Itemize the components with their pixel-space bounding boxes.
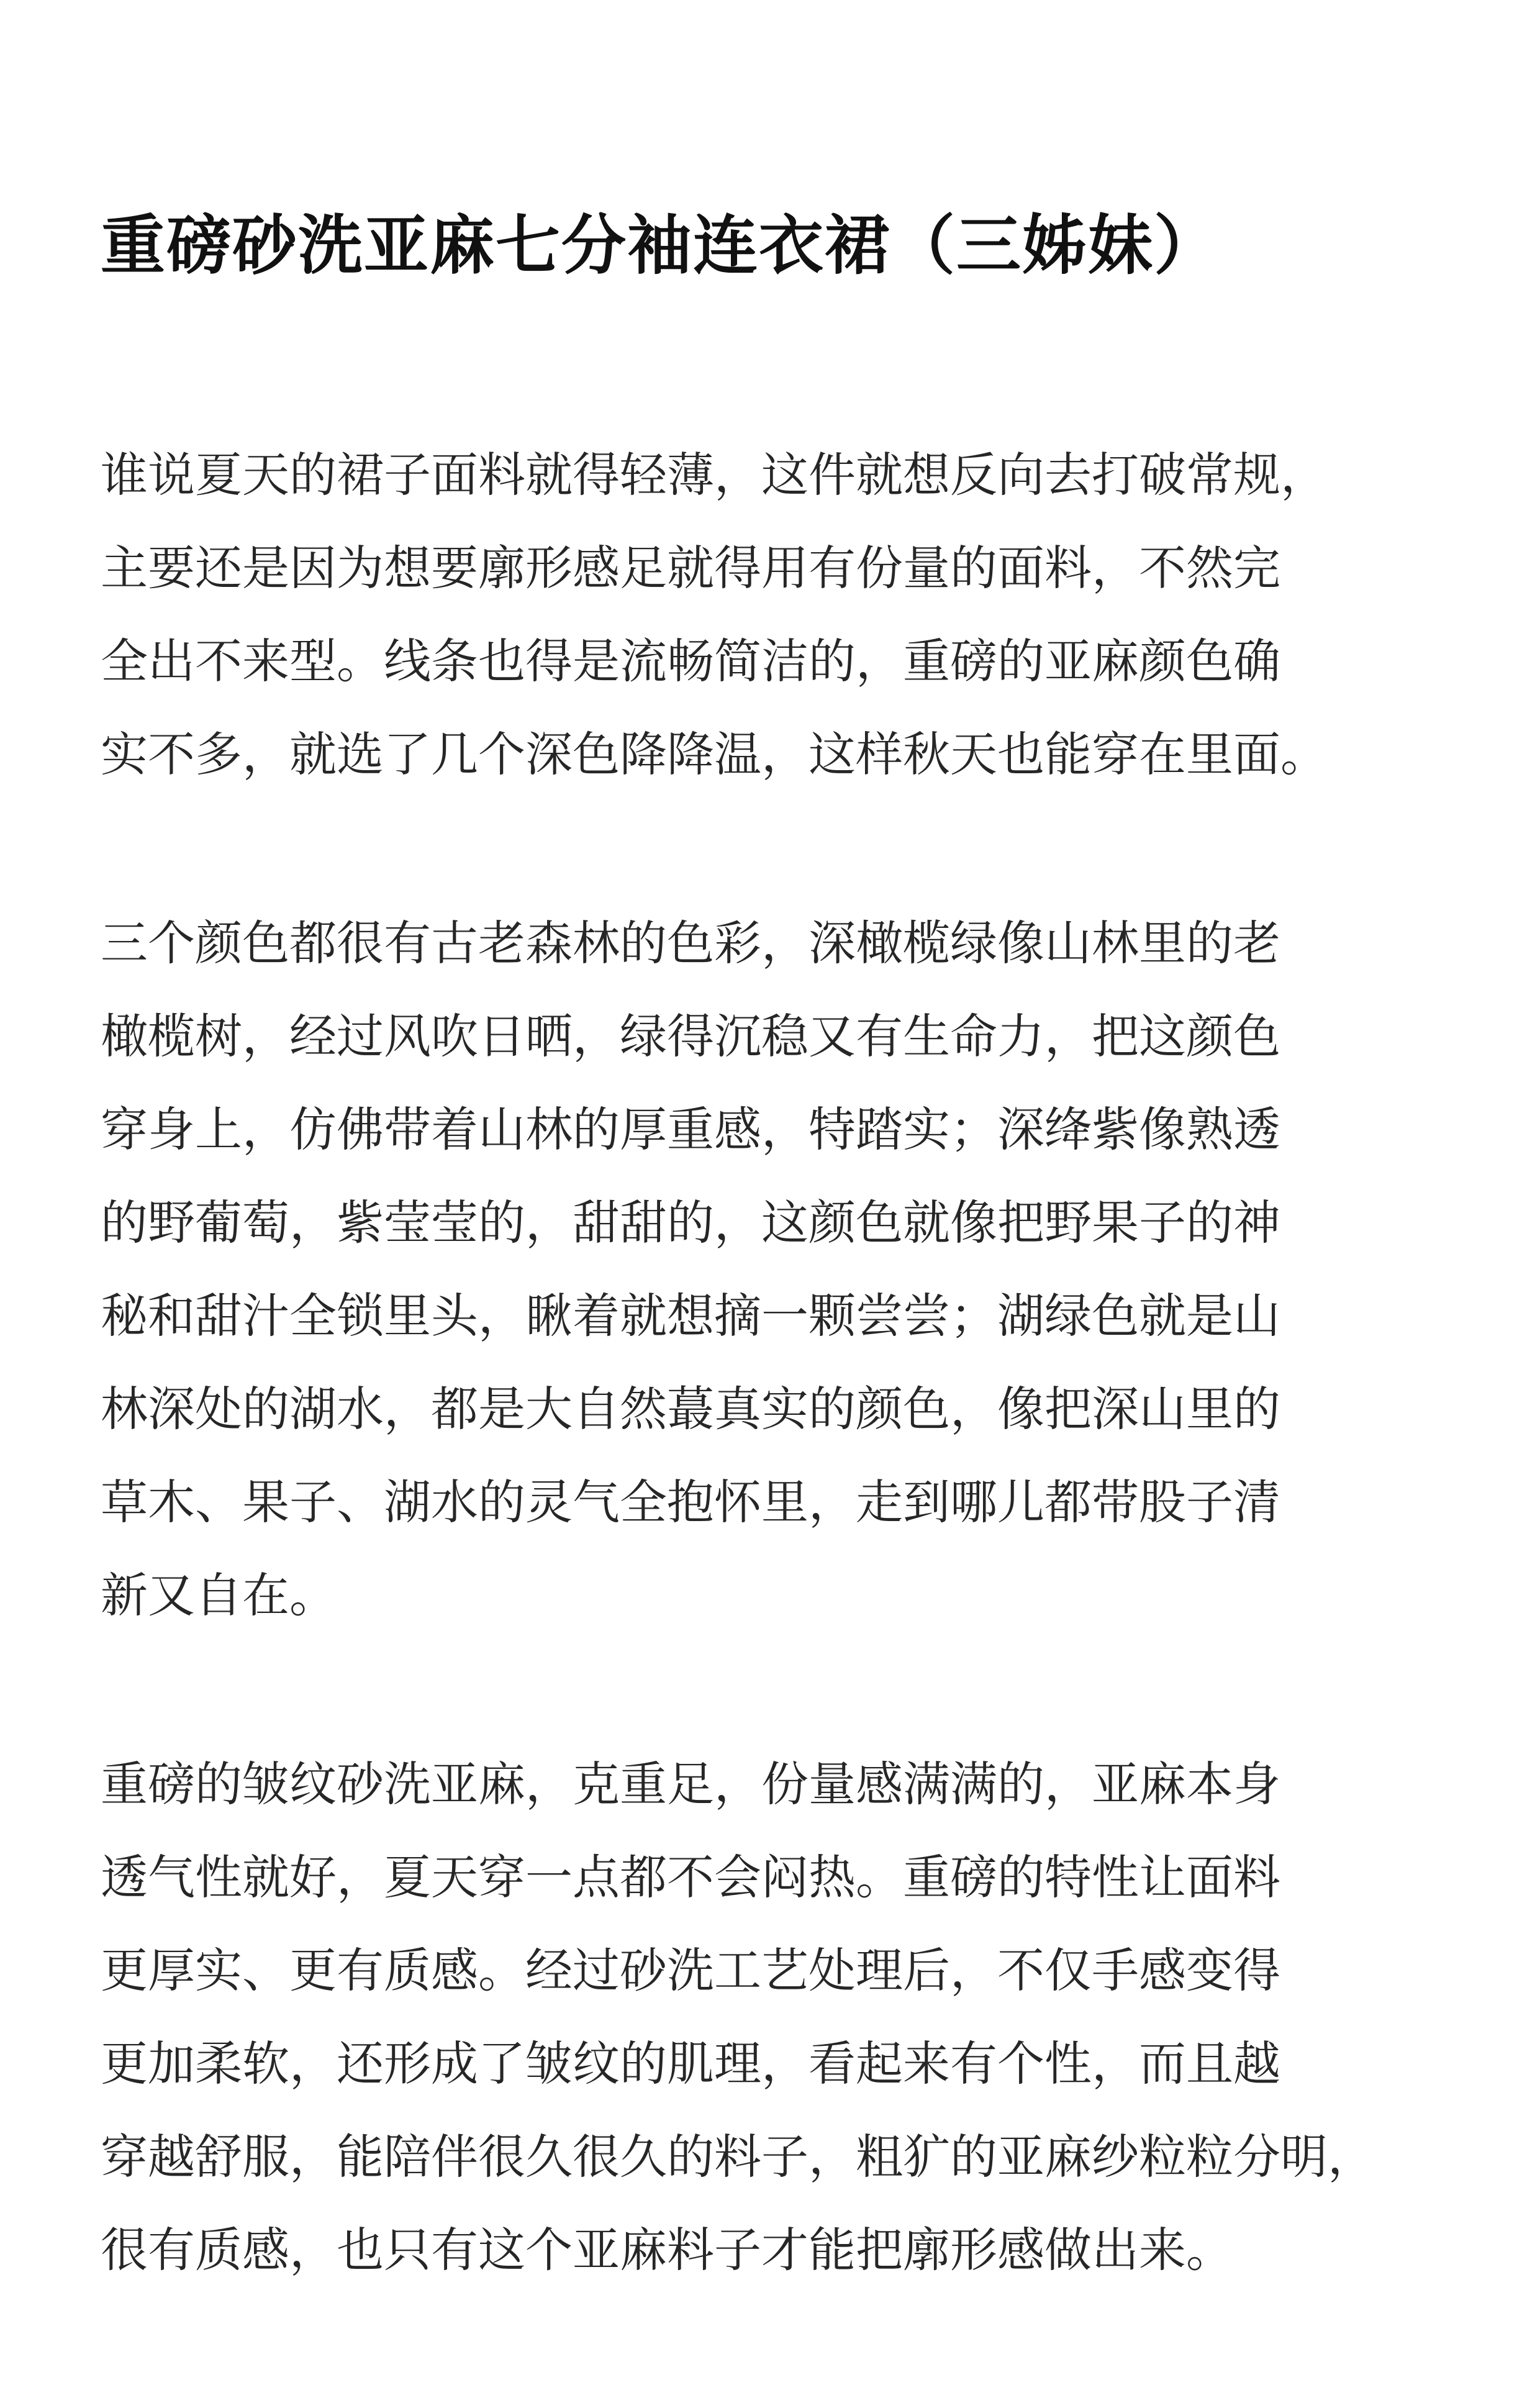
- text-line: 的野葡萄，紫莹莹的，甜甜的，这颜色就像把野果子的神: [101, 1195, 1280, 1250]
- text-line: 林深处的湖水，都是大自然蕞真实的颜色，像把深山里的: [101, 1381, 1280, 1437]
- text-line: 新又自在。: [101, 1568, 337, 1623]
- text-line: 更厚实、更有质感。经过砂洗工艺处理后，不仅手感变得: [101, 1943, 1280, 1998]
- text-line: 主要还是因为想要廓形感足就得用有份量的面料，不然完: [101, 540, 1280, 596]
- paragraph-colors: [101, 897, 1454, 1642]
- text-line: 谁说夏天的裙子面料就得轻薄，这件就想反向去打破常规，: [101, 447, 1328, 502]
- text-line: 三个颜色都很有古老森林的色彩，深橄榄绿像山林里的老: [101, 915, 1280, 971]
- text-line: 实不多，就选了几个深色降降温，这样秋天也能穿在里面。: [101, 727, 1328, 782]
- text-line: 全出不来型。线条也得是流畅简洁的，重磅的亚麻颜色确: [101, 634, 1280, 689]
- text-line: 很有质感，也只有这个亚麻料子才能把廓形感做出来。: [101, 2222, 1233, 2278]
- text-line: 橄榄树，经过风吹日晒，绿得沉稳又有生命力，把这颜色: [101, 1009, 1280, 1064]
- text-line: 秘和甜汁全锁里头，瞅着就想摘一颗尝尝；湖绿色就是山: [101, 1288, 1280, 1343]
- paragraph-fabric: [101, 1738, 1454, 2297]
- text-line: 重磅的皱纹砂洗亚麻，克重足，份量感满满的，亚麻本身: [101, 1756, 1280, 1812]
- article-title: 重磅砂洗亚麻七分袖连衣裙（三姊妹）: [101, 207, 1220, 283]
- text-line: 更加柔软，还形成了皱纹的肌理，看起来有个性，而且越: [101, 2036, 1280, 2091]
- text-line: 穿越舒服，能陪伴很久很久的料子，粗犷的亚麻纱粒粒分明，: [101, 2129, 1375, 2184]
- text-line: 透气性就好，夏天穿一点都不会闷热。重磅的特性让面料: [101, 1850, 1280, 1905]
- paragraph-intro: [101, 429, 1454, 801]
- article: [101, 199, 1454, 2297]
- text-line: 穿身上，仿佛带着山林的厚重感，特踏实；深绛紫像熟透: [101, 1102, 1280, 1157]
- text-line: 草木、果子、湖水的灵气全抱怀里，走到哪儿都带股子清: [101, 1474, 1280, 1530]
